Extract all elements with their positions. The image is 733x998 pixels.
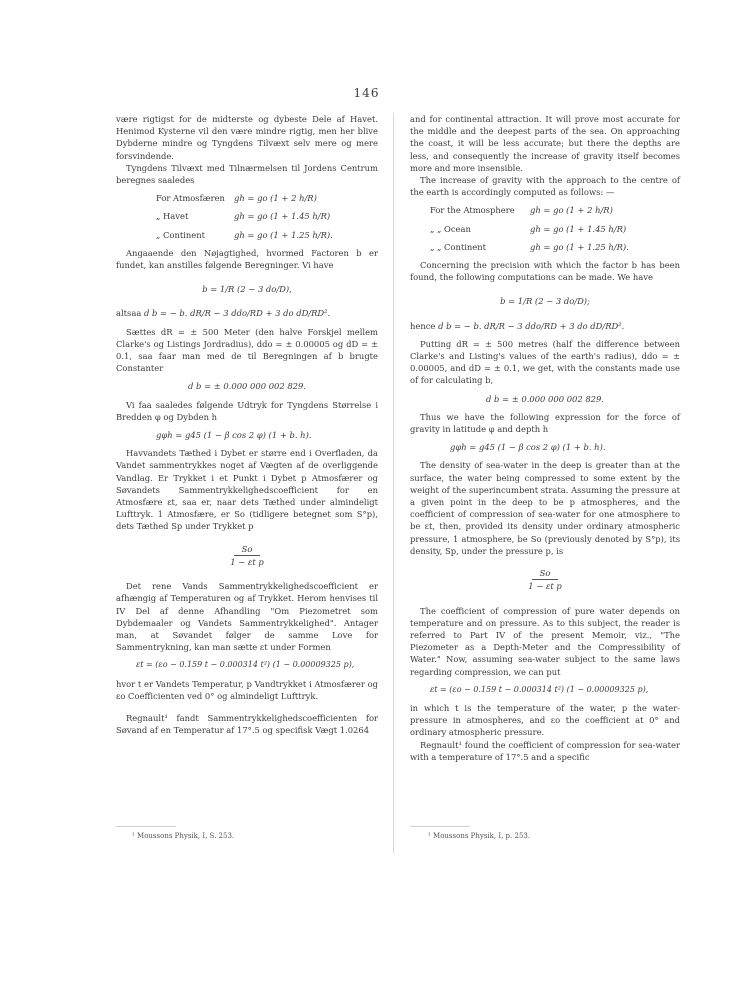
page-number: 146	[353, 86, 380, 100]
equation-epsilon: εt = (εo − 0.159 t − 0.000314 t²) (1 − 0.00009325 p),	[430, 684, 649, 694]
equation-sea	[116, 210, 378, 222]
equation-label: „ „ Ocean	[430, 223, 471, 234]
equation: gh = go (1 + 2 h/R)	[530, 205, 613, 216]
paragraph: in which t is the temperature of the water, p the water-pressure in atmospheres, and εo the coefficient at 0° and ordinary atmospheric pressure.	[410, 702, 680, 738]
equation-b: b = 1/R (2 − 3 do/D);	[500, 296, 590, 307]
paragraph: Angaaende den Nøjagtighed, hvormed Factoren b er fundet, kan anstilles følgende Beregninger. Vi have	[116, 247, 378, 271]
equation: gh = go (1 + 2 h/R)	[234, 193, 317, 204]
equation-density	[410, 567, 680, 592]
paragraph: være rigtigst for de midterste og dybeste Dele af Havet. Henimod Kysterne vil den være mindre rigtig, men her blive Dybderne mindre og Tyngdens Tilvæxt selv mere og mere forsvindende.	[116, 114, 378, 161]
equation: d b = − b. dR/R − 3 ddo/RD + 3 do dD/RD².	[438, 320, 625, 331]
equation-label: „ Havet	[156, 211, 189, 222]
equation-b: b = 1/R (2 − 3 do/D),	[202, 284, 292, 295]
equation-db-value: d b = ± 0.000 000 002 829.	[188, 381, 306, 392]
equation-gravity: gφh = g45 (1 − β cos 2 φ) (1 + b. h).	[156, 430, 312, 441]
equation-db	[116, 307, 378, 319]
danish-column	[116, 113, 378, 736]
equation: gh = go (1 + 1.25 h/R).	[234, 229, 333, 240]
equation-density	[116, 543, 378, 568]
fraction-numerator: So	[532, 567, 559, 580]
english-column	[410, 113, 680, 763]
paragraph: Sættes dR = ± 500 Meter (den halve Forskjel mellem Clarke's og Listings Jordradius), ddo = ± 0.00005 og dD = ± 0.1, saa faar man med de til Beregningen af b brugte Constanter	[116, 326, 378, 374]
fraction-denominator: 1 − εt p	[528, 581, 562, 592]
paragraph: Thus we have the following expression for the force of gravity in latitude φ and depth h	[410, 411, 680, 435]
equation-atmosphere	[116, 192, 378, 204]
paragraph: Havvandets Tæthed i Dybet er større end i Overfladen, da Vandet sammentrykkes noget af Vægten af de overliggende Vandlag. Er Trykket i et Punkt i Dybet p Atmosfærer og Søvandets Sammentrykkelighedscoefficient for en Atmosfære εt, saa er, naar dets Tæthed under almindeligt Lufttryk. 1 Atmosfære, er So (tidligere betegnet som S°p), dets Tæthed Sp under Trykket p	[116, 448, 378, 532]
footnote: ¹ Moussons Physik, I, p. 253.	[428, 832, 531, 840]
paragraph: Putting dR = ± 500 metres (half the difference between Clarke's and Listing's values of the earth's radius), ddo = ± 0.00005, and dD = ± 0.1, we get, with the constants made use of for calculating b,	[410, 338, 680, 386]
equation-continent	[410, 241, 680, 253]
paragraph: and for continental attraction. It will prove most accurate for the middle and the deepest parts of the sea. On approaching the coast, it will be less accurate; but there the depths are less, and consequently the increase of gravity itself becomes more and more insensible.	[410, 114, 680, 173]
fraction-numerator: So	[234, 543, 261, 556]
equation: gh = go (1 + 1.25 h/R).	[530, 241, 629, 252]
equation-db	[410, 320, 680, 332]
equation-label: For Atmosfæren	[156, 193, 225, 204]
paragraph: The density of sea-water in the deep is greater than at the surface, the water being compressed to some extent by the weight of the superincumbent strata. Assuming the pressure at a given point in the deep to be p atmospheres, and the coefficient of compression of sea-water for one atmosphere to be εt, then, provided its density under ordinary atmospheric pressure, 1 atmosphere, be So (previously denoted by S°p), its density, Sp, under the pressure p, is	[410, 460, 680, 556]
equation-prefix: hence	[410, 320, 436, 331]
paragraph: The coefficient of compression of pure water depends on temperature and on pressure. As to this subject, the reader is referred to Part IV of the present Memoir, viz., "The Piezometer as a Depth-Meter and the Compressibility of Water." Now, assuming sea-water subject to the same laws regarding compression, we can put	[410, 605, 680, 677]
equation-label: „ Continent	[156, 229, 205, 240]
paragraph: Concerning the precision with which the factor b has been found, the following computations can be made. We have	[410, 260, 680, 283]
equation-label: For the Atmosphere	[430, 205, 515, 216]
equation-label: „ „ Continent	[430, 241, 486, 252]
footnote-rule	[116, 826, 176, 827]
equation: gh = go (1 + 1.45 h/R)	[530, 223, 627, 234]
paragraph: Det rene Vands Sammentrykkelighedscoefficient er afhængig af Temperaturen og af Trykket. Herom henvises til IV Del af denne Afhandling "Om Piezometret som Dybdemaaler og Vandets Sammentrykkelighed". Antager man, at Søvandet følger de samme Love for Sammentrykning, kan man sætte εt under Formen	[116, 581, 378, 653]
paragraph: Vi faa saaledes følgende Udtryk for Tyngdens Størrelse i Bredden φ og Dybden h	[116, 399, 378, 422]
paragraph: The increase of gravity with the approach to the centre of the earth is accordingly computed as follows: —	[410, 175, 680, 198]
paragraph: hvor t er Vandets Temperatur, p Vandtrykket i Atmosfærer og εo Coefficienten ved 0° og almindeligt Lufttryk.	[116, 678, 378, 701]
paragraph: Tyngdens Tilvæxt med Tilnærmelsen til Jordens Centrum beregnes saaledes	[116, 162, 378, 186]
equation: gh = go (1 + 1.45 h/R)	[234, 211, 331, 222]
equation-prefix: altsaa	[116, 308, 142, 319]
equation-continent	[116, 229, 378, 241]
equation-epsilon: εt = (εo − 0.159 t − 0.000314 t²) (1 − 0.00009325 p),	[136, 660, 355, 670]
paragraph: Regnault¹ fandt Sammentrykkelighedscoefficienten for Søvand af en Temperatur af 17°.5 og specifisk Vægt 1.0264	[116, 712, 378, 736]
equation: d b = − b. dR/R − 3 ddo/RD + 3 do dD/RD².	[144, 308, 331, 319]
equation-gravity: gφh = g45 (1 − β cos 2 φ) (1 + b. h).	[450, 442, 606, 453]
equation-db-value: d b = ± 0.000 000 002 829.	[486, 393, 604, 404]
paragraph: Regnault¹ found the coefficient of compression for sea-water with a temperature of 17°.5 and a specific	[410, 739, 680, 762]
footnote-rule	[410, 826, 470, 827]
footnote: ¹ Moussons Physik, I, S. 253.	[132, 832, 235, 840]
equation-ocean	[410, 223, 680, 235]
equation-atmosphere	[410, 204, 680, 216]
fraction-denominator: 1 − εt p	[230, 556, 264, 567]
